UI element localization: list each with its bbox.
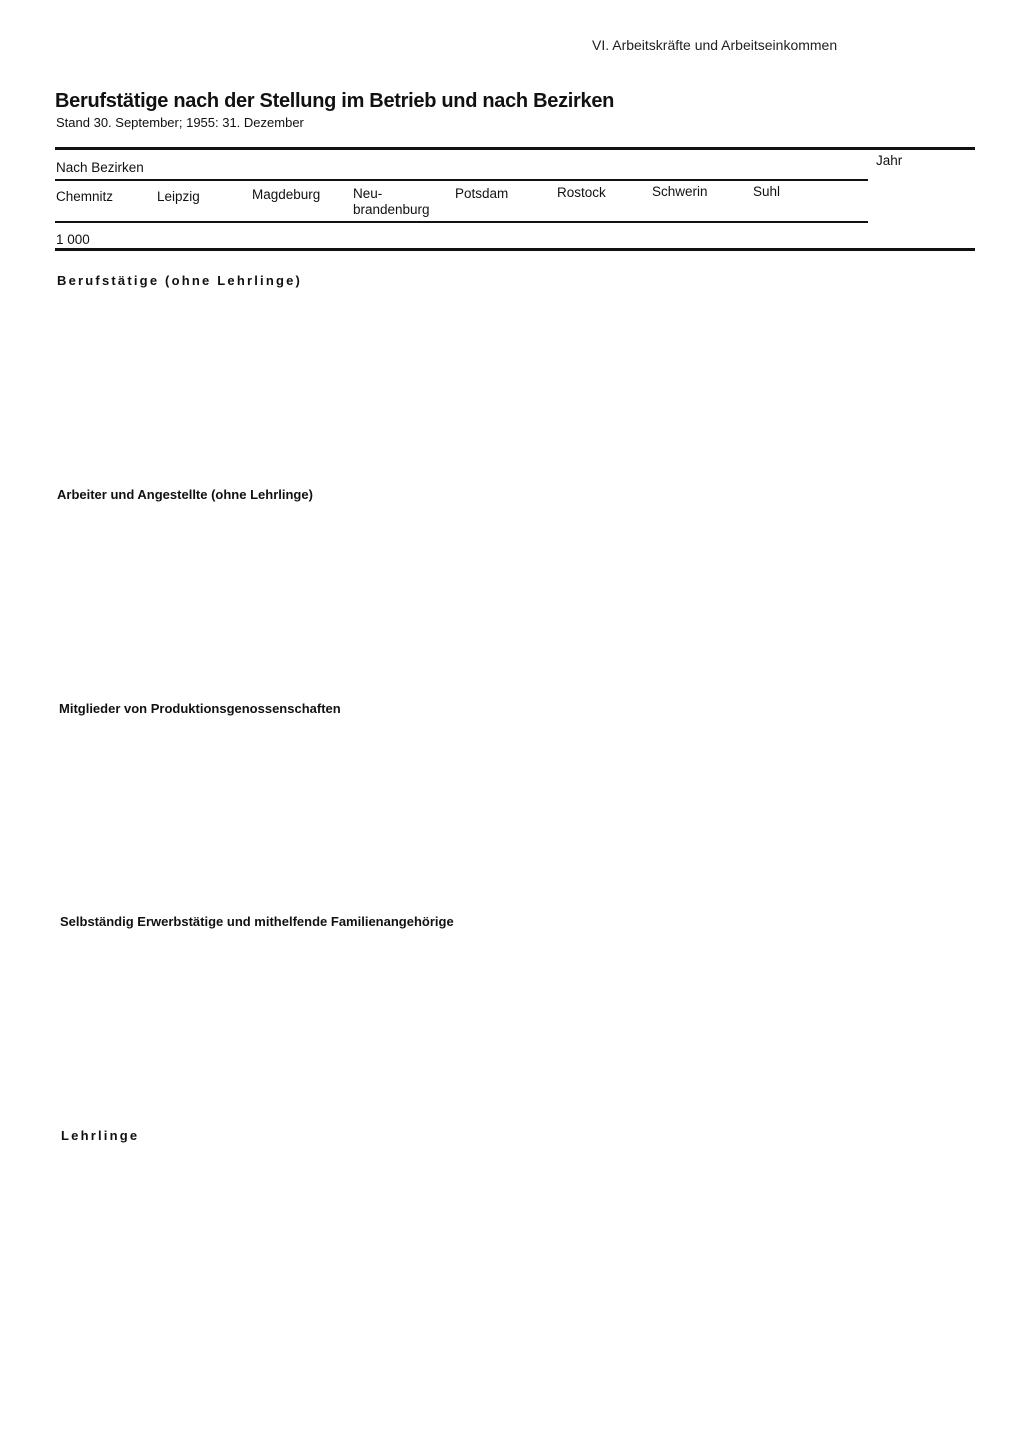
- unit-label: 1 000: [56, 232, 90, 247]
- col-header-neubrandenburg-line1: Neu-: [353, 186, 383, 201]
- columns-rule: [55, 221, 868, 223]
- col-header-neubrandenburg: [353, 186, 430, 218]
- col-header-rostock: Rostock: [557, 185, 606, 200]
- header-year-label: Jahr: [876, 153, 903, 168]
- header-group-label: Nach Bezirken: [56, 160, 144, 175]
- col-header-magdeburg: Magdeburg: [252, 187, 321, 202]
- chapter-header: VI. Arbeitskräfte und Arbeitseinkommen: [592, 37, 838, 53]
- col-header-neubrandenburg-line2: brandenburg: [353, 202, 430, 217]
- col-header-suhl: Suhl: [753, 184, 781, 199]
- section-title-produktionsgenossenschaften: Mitglieder von Produktionsgenossenschaften: [59, 701, 341, 716]
- section-title-berufstaetige: Berufstätige (ohne Lehrlinge): [57, 273, 303, 288]
- top-rule: [55, 147, 975, 150]
- col-header-chemnitz: Chemnitz: [56, 189, 114, 204]
- col-header-potsdam: Potsdam: [455, 186, 509, 201]
- page-subtitle: Stand 30. September; 1955: 31. Dezember: [56, 115, 304, 130]
- section-title-selbstaendige: Selbständig Erwerbstätige und mithelfende Familienangehörige: [60, 914, 454, 929]
- header-bottom-rule: [55, 248, 975, 251]
- page-title: Berufstätige nach der Stellung im Betrieb und nach Bezirken: [55, 90, 615, 112]
- col-header-leipzig: Leipzig: [157, 189, 200, 204]
- section-title-lehrlinge: Lehrlinge: [61, 1128, 140, 1143]
- group-rule: [55, 179, 868, 181]
- section-title-arbeiter-angestellte: Arbeiter und Angestellte (ohne Lehrlinge): [57, 487, 313, 502]
- col-header-schwerin: Schwerin: [652, 184, 708, 199]
